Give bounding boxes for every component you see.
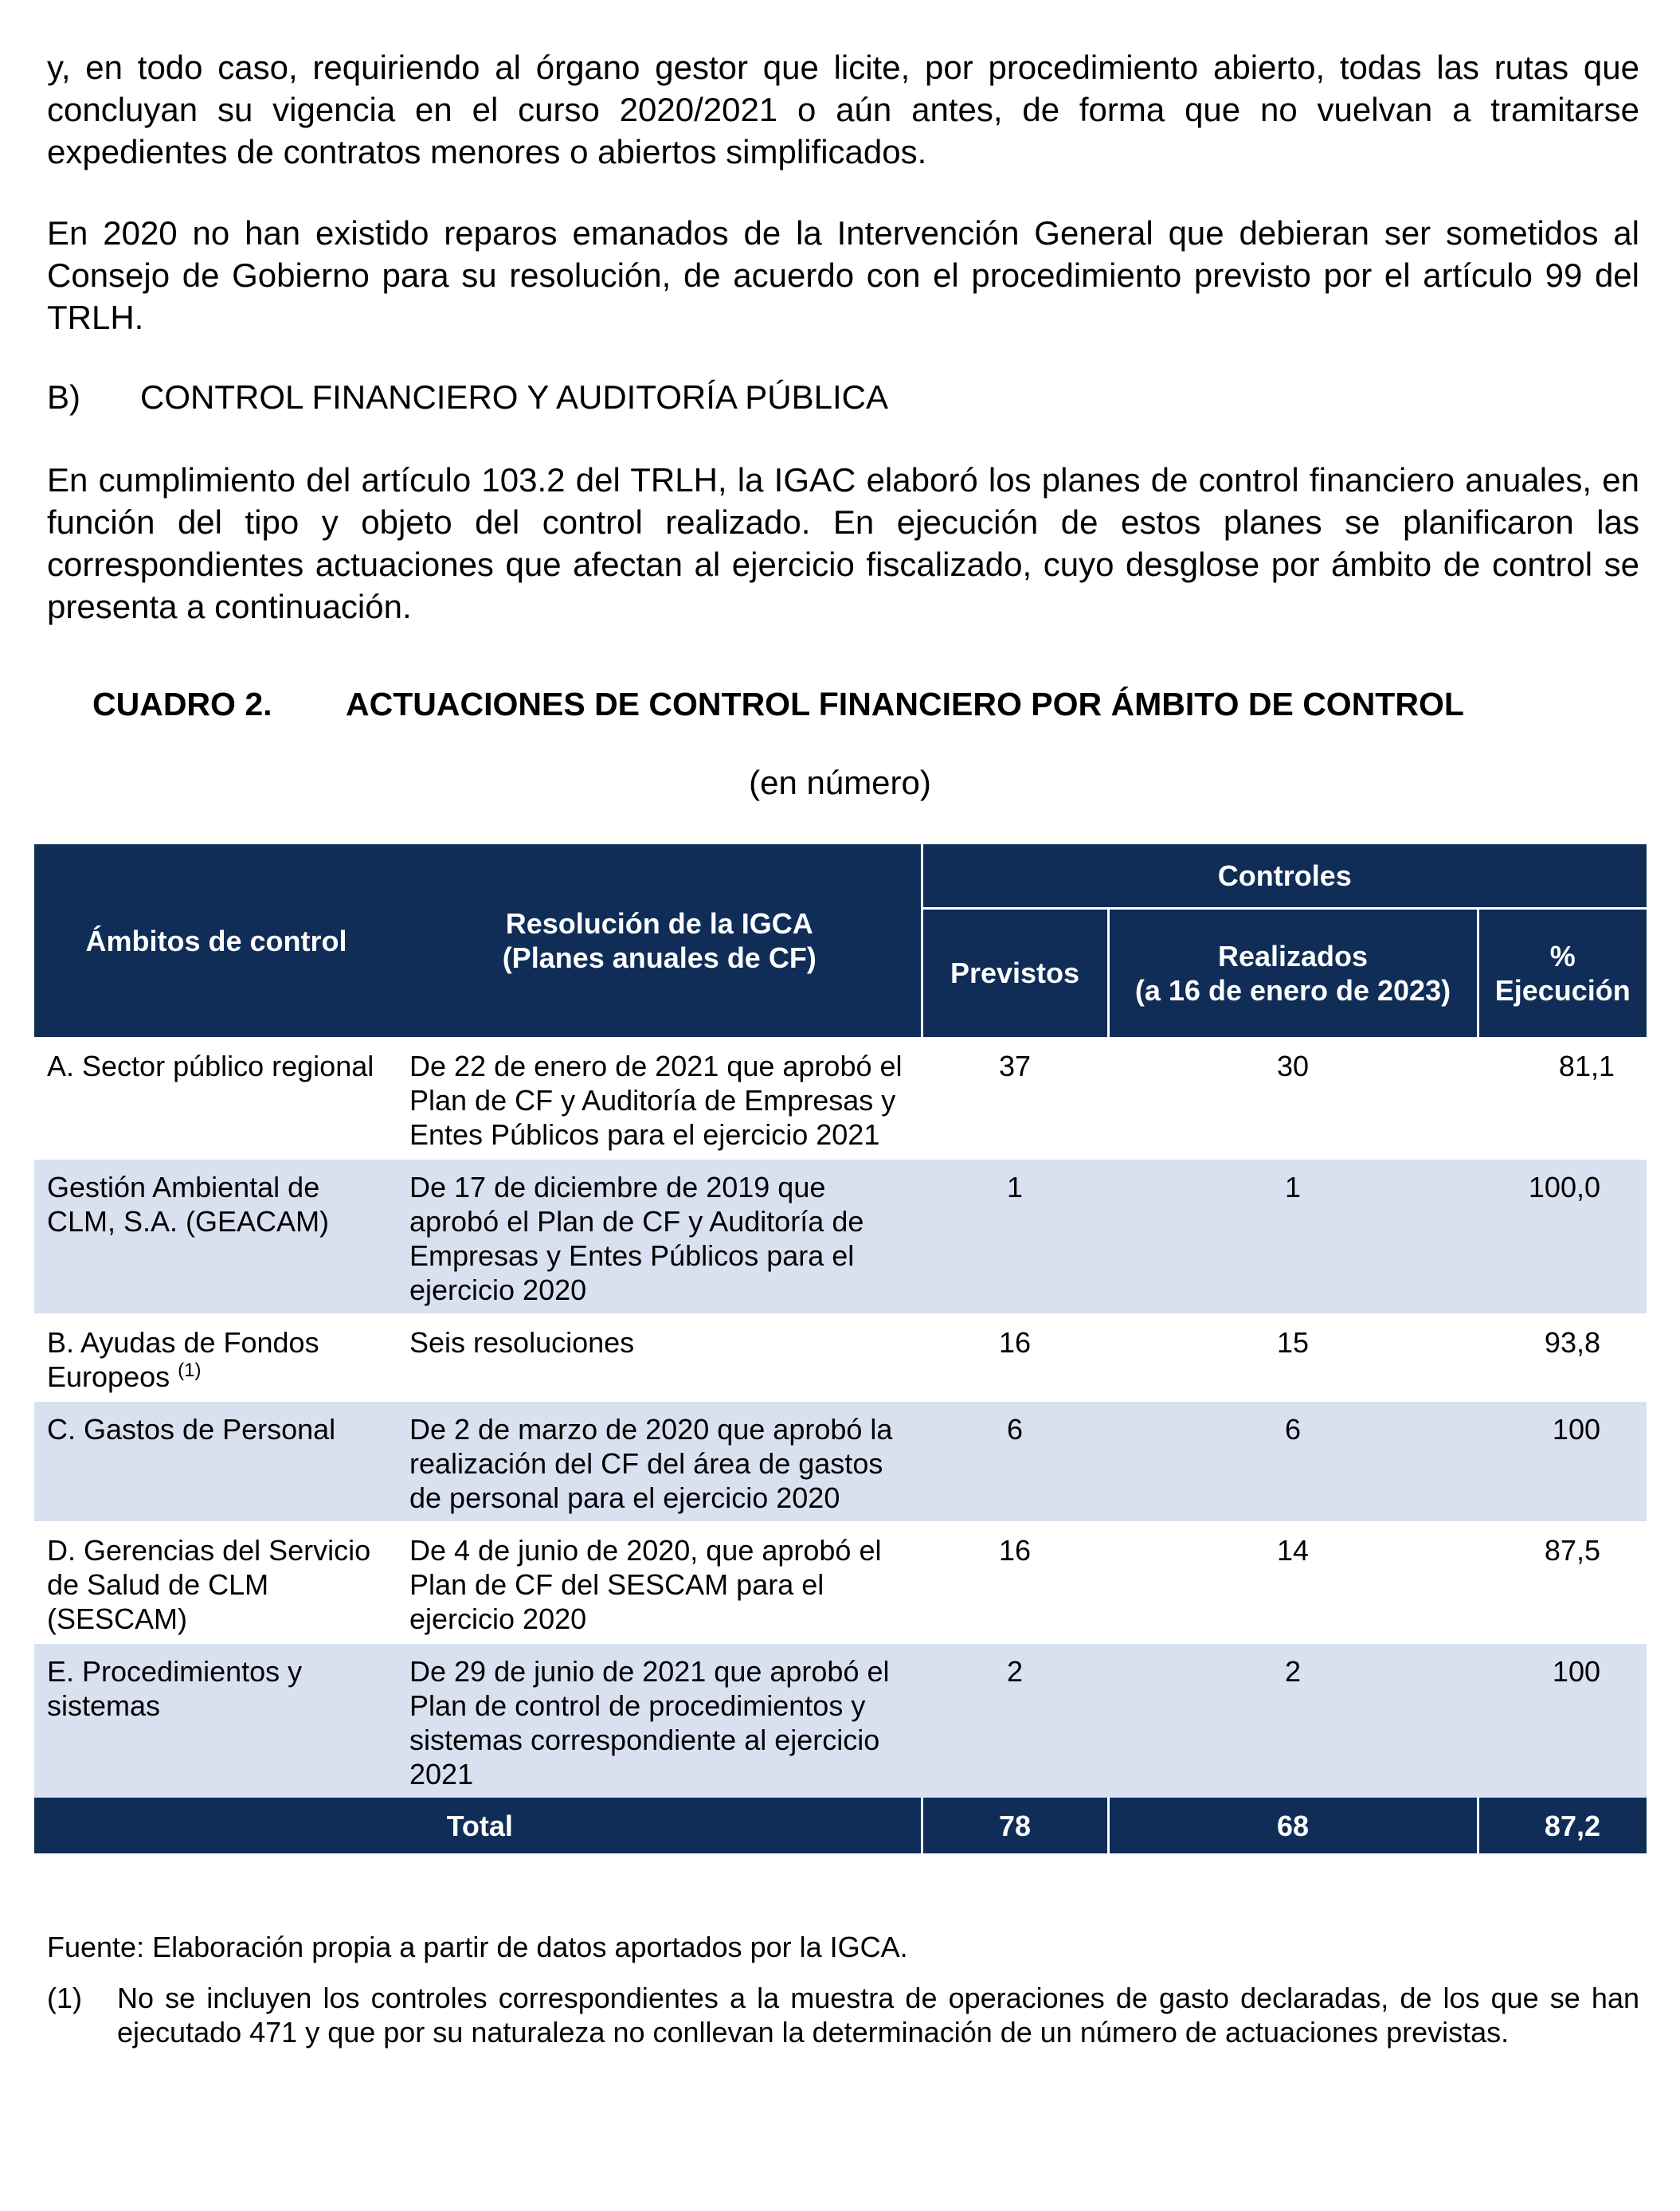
- total-ejecucion: 87,2: [1478, 1798, 1647, 1853]
- header-controles: Controles: [922, 844, 1647, 908]
- cell-previstos: 37: [922, 1038, 1108, 1159]
- footnote-mark: (1): [47, 1982, 82, 2014]
- cell-resolucion: De 2 de marzo de 2020 que aprobó la realización del CF del área de gastos de personal para el ejercicio 2020: [398, 1401, 922, 1522]
- footnote-reference: (1): [178, 1360, 202, 1381]
- table-title: ACTUACIONES DE CONTROL FINANCIERO POR ÁMBITO DE CONTROL: [346, 686, 1464, 722]
- section-letter: B): [47, 378, 80, 416]
- cell-ambito: D. Gerencias del Servicio de Salud de CLM (SESCAM): [34, 1522, 398, 1643]
- cell-ejecucion: 93,8: [1478, 1314, 1647, 1401]
- cell-previstos: 2: [922, 1643, 1108, 1798]
- table-row: [34, 1038, 1647, 1159]
- total-previstos: 78: [922, 1798, 1108, 1853]
- cell-previstos: 16: [922, 1522, 1108, 1643]
- cell-realizados: 30: [1108, 1038, 1478, 1159]
- cell-resolucion: De 17 de diciembre de 2019 que aprobó el Plan de CF y Auditoría de Empresas y Entes Públicos para el ejercicio 2020: [398, 1159, 922, 1314]
- control-financiero-paragraph: En cumplimiento del artículo 103.2 del TRLH, la IGAC elaboró los planes de control financiero anuales, en función del tipo y objeto del control realizado. En ejecución de estos planes se planificaron las correspondientes actuaciones que afectan al ejercicio fiscalizado, cuyo desglose por ámbito de control se presenta a continuación.: [47, 461, 1639, 625]
- cell-previstos: 1: [922, 1159, 1108, 1314]
- control-actions-table: [34, 844, 1647, 1853]
- cell-ambito: C. Gastos de Personal: [34, 1401, 398, 1522]
- cell-realizados: 14: [1108, 1522, 1478, 1643]
- header-ejecucion: [1478, 908, 1647, 1038]
- header-ejecucion-line2: Ejecución: [1494, 973, 1631, 1007]
- cell-ambito: E. Procedimientos y sistemas: [34, 1643, 398, 1798]
- footnote-text: No se incluyen los controles correspondientes a la muestra de operaciones de gasto declaradas, de los que se han ejecutado 471 y que por su naturaleza no conllevan la determinación de un número de actuaciones previstas.: [117, 1982, 1639, 2049]
- table-units: (en número): [749, 764, 931, 801]
- header-ejecucion-line1: %: [1549, 939, 1576, 972]
- cell-previstos: 16: [922, 1314, 1108, 1401]
- total-row: [34, 1798, 1647, 1853]
- cell-ejecucion: 100: [1478, 1643, 1647, 1798]
- table-row: [34, 1643, 1647, 1798]
- total-label: Total: [34, 1798, 922, 1853]
- cell-realizados: 6: [1108, 1401, 1478, 1522]
- cell-ambito: [34, 1314, 398, 1401]
- cell-realizados: 1: [1108, 1159, 1478, 1314]
- cell-ejecucion: 81,1: [1478, 1038, 1647, 1159]
- header-realizados-line1: Realizados: [1217, 939, 1369, 972]
- cell-resolucion: Seis resoluciones: [398, 1314, 922, 1401]
- cell-resolucion: De 4 de junio de 2020, que aprobó el Plan de CF del SESCAM para el ejercicio 2020: [398, 1522, 922, 1643]
- cell-ambito: A. Sector público regional: [34, 1038, 398, 1159]
- cell-ejecucion: 100,0: [1478, 1159, 1647, 1314]
- cell-ambito: Gestión Ambiental de CLM, S.A. (GEACAM): [34, 1159, 398, 1314]
- header-realizados-line2: (a 16 de enero de 2023): [1134, 973, 1451, 1007]
- total-realizados: 68: [1108, 1798, 1478, 1853]
- table-number: CUADRO 2.: [92, 686, 272, 722]
- header-realizados: [1108, 908, 1478, 1038]
- header-resolucion: [398, 844, 922, 1038]
- table-row: [34, 1159, 1647, 1314]
- header-resolucion-line1: Resolución de la IGCA: [505, 907, 813, 940]
- cell-ejecucion: 100: [1478, 1401, 1647, 1522]
- header-resolucion-line2: (Planes anuales de CF): [502, 941, 817, 974]
- table-row: [34, 1401, 1647, 1522]
- table-caption: [92, 683, 1464, 726]
- header-previstos: Previstos: [922, 908, 1108, 1038]
- cell-resolucion: De 22 de enero de 2021 que aprobó el Plan de CF y Auditoría de Empresas y Entes Públicos para el ejercicio 2021: [398, 1038, 922, 1159]
- header-ambitos: Ámbitos de control: [34, 844, 398, 1038]
- section-heading: [47, 376, 888, 418]
- table-source: Fuente: Elaboración propia a partir de datos aportados por la IGCA.: [47, 1931, 908, 1963]
- cell-ambito-text: B. Ayudas de Fondos Europeos: [47, 1326, 319, 1393]
- cell-realizados: 15: [1108, 1314, 1478, 1401]
- footnote: [47, 1981, 1639, 2049]
- table-row: [34, 1522, 1647, 1643]
- intro-paragraph-continuation: y, en todo caso, requiriendo al órgano gestor que licite, por procedimiento abierto, todas las rutas que concluyan su vigencia en el curso 2020/2021 o aún antes, de forma que no vuelvan a tramitarse expedientes de contratos menores o abiertos simplificados.: [47, 49, 1639, 170]
- cell-previstos: 6: [922, 1401, 1108, 1522]
- reparos-paragraph: En 2020 no han existido reparos emanados de la Intervención General que debieran ser sometidos al Consejo de Gobierno para su resolución, de acuerdo con el procedimiento previsto por el artículo 99 del TRLH.: [47, 214, 1639, 336]
- cell-ejecucion: 87,5: [1478, 1522, 1647, 1643]
- table-row: [34, 1314, 1647, 1401]
- cell-realizados: 2: [1108, 1643, 1478, 1798]
- section-title: CONTROL FINANCIERO Y AUDITORÍA PÚBLICA: [140, 378, 888, 416]
- cell-resolucion: De 29 de junio de 2021 que aprobó el Plan de control de procedimientos y sistemas correspondiente al ejercicio 2021: [398, 1643, 922, 1798]
